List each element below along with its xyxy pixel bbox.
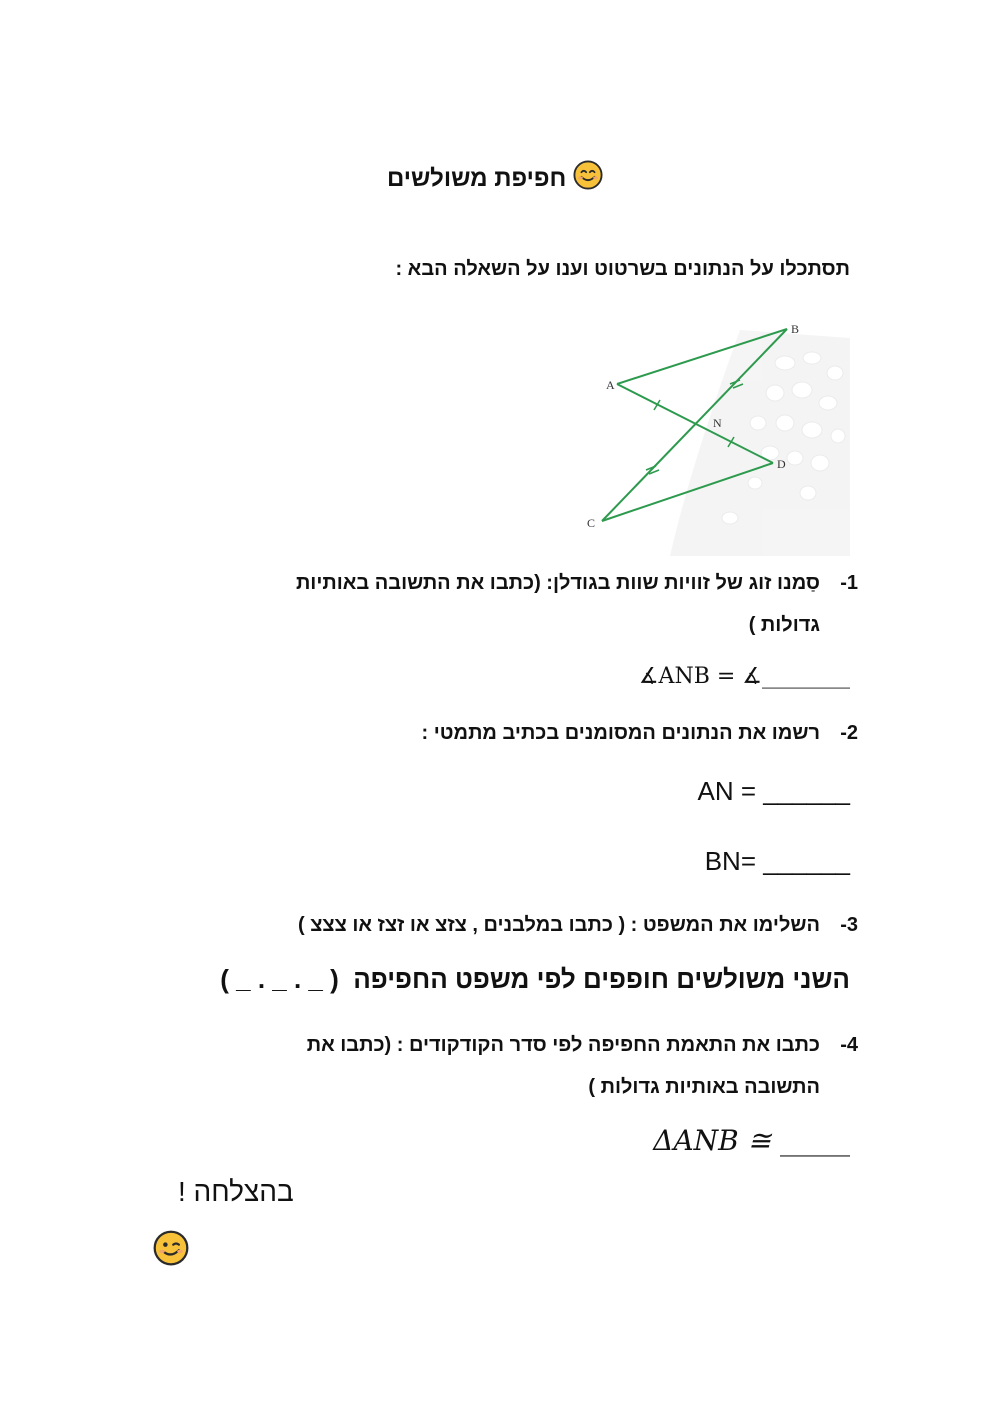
page-title	[0, 160, 1000, 197]
triangles-diagram	[580, 318, 850, 556]
vertex-label-a: A	[606, 378, 615, 392]
question-4-line-1	[200, 1024, 858, 1066]
question-3-number: 3-	[840, 914, 858, 936]
question-4	[200, 1024, 858, 1108]
vertex-label-c: C	[587, 516, 596, 530]
background-texture	[670, 330, 850, 556]
question-4-line-2: התשובה באותיות גדולות )	[588, 1076, 820, 1098]
question-4-text: כתבו את התאמת החפיפה לפי סדר הקודקודים : (כתבו את	[306, 1034, 820, 1056]
question-1-number: 1-	[840, 572, 858, 594]
question-1-line-2: גדולות )	[748, 614, 820, 636]
answer-2-bn[interactable]: BN= ______	[704, 846, 850, 876]
question-2-text: רשמו את הנתונים המסומנים בכתיב מתמטי :	[421, 722, 820, 744]
question-2-number: 2-	[840, 722, 858, 744]
congruence-sentence[interactable]: השני משולשים חופפים לפי משפט החפיפה ( _ . _ . _ )	[220, 964, 850, 994]
question-1-line-1	[200, 562, 858, 604]
vertex-label-b: B	[791, 322, 800, 336]
answer-4-correspondence[interactable]: ΔANB ≅ _____	[653, 1124, 850, 1157]
answer-1-angle[interactable]: ∡ANB = ∡________	[638, 664, 850, 689]
question-1	[200, 562, 858, 646]
answer-2-an[interactable]: AN = ______	[697, 776, 850, 806]
intro-text: תסתכלו על הנתונים בשרטוט וענו על השאלה הבא :	[395, 258, 850, 280]
question-3-text: השלימו את המשפט : ( כתבו במלבנים , צזצ או זצז או צצצ )	[298, 914, 820, 936]
question-3	[200, 904, 858, 946]
vertex-label-d: D	[777, 457, 786, 471]
winking-face-icon	[153, 1230, 189, 1271]
question-4-number: 4-	[840, 1034, 858, 1056]
title-text: חפיפת משולשים	[386, 164, 567, 192]
closing-text: בהצלחה !	[178, 1176, 294, 1207]
question-1-text: סַמנו זוג של זוויות שוות בגודלן: (כתבו את התשובה באותיות	[295, 572, 820, 594]
smiling-face-icon	[573, 160, 613, 197]
question-2	[200, 712, 858, 754]
vertex-label-n: N	[713, 416, 722, 430]
